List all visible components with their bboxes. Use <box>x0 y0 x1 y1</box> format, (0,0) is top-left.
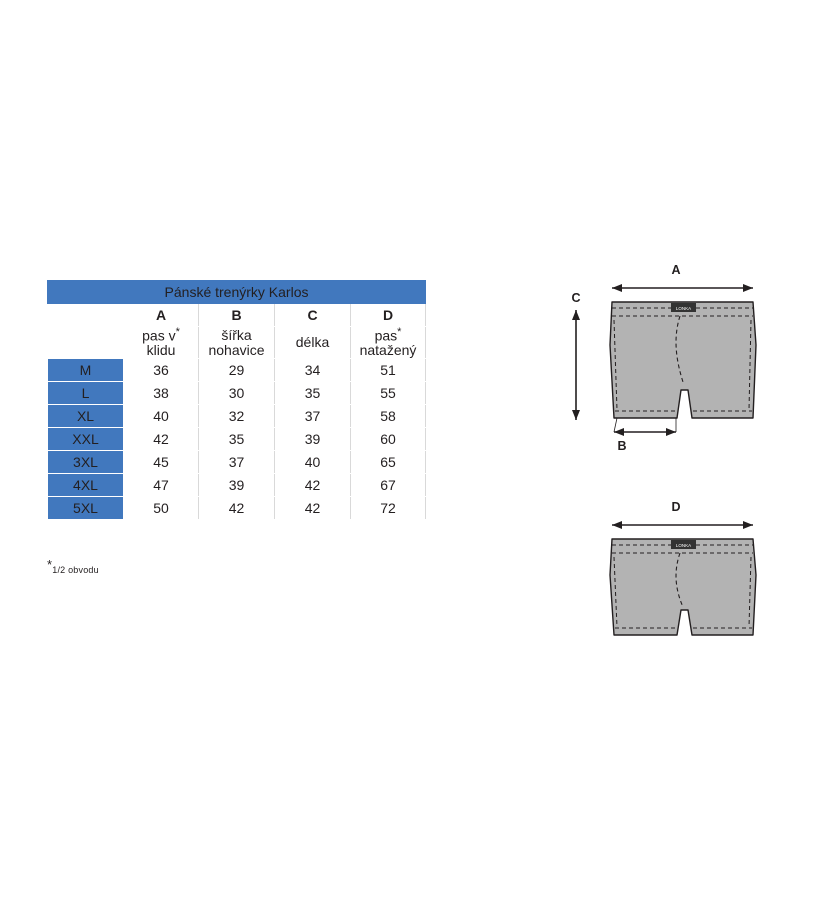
column-letter-c: C <box>275 304 351 327</box>
cell-b: 35 <box>199 428 275 451</box>
label-d: D <box>671 500 681 514</box>
asterisk-d: * <box>397 326 402 338</box>
row-size-label: 4XL <box>48 474 124 497</box>
column-letter-a: A <box>124 304 199 327</box>
cell-d: 67 <box>351 474 426 497</box>
label-a: A <box>671 263 681 277</box>
footnote-asterisk: * <box>47 557 53 572</box>
column-desc-c <box>275 327 351 359</box>
cell-a: 36 <box>124 359 199 382</box>
cell-d: 72 <box>351 497 426 520</box>
asterisk-a: * <box>175 326 180 338</box>
cell-b: 42 <box>199 497 275 520</box>
row-size-label: M <box>48 359 124 382</box>
cell-a: 38 <box>124 382 199 405</box>
cell-a: 45 <box>124 451 199 474</box>
cell-d: 60 <box>351 428 426 451</box>
size-table <box>47 280 426 520</box>
cell-a: 42 <box>124 428 199 451</box>
cell-d: 58 <box>351 405 426 428</box>
table-header-letters <box>48 304 426 327</box>
corner-cell <box>48 304 124 327</box>
table-row <box>48 474 426 497</box>
dimension-arrow-c <box>572 310 580 420</box>
cell-c: 34 <box>275 359 351 382</box>
cell-c: 35 <box>275 382 351 405</box>
cell-c: 40 <box>275 451 351 474</box>
brand-label-front: LONKA <box>675 306 692 311</box>
brand-label-back: LONKA <box>675 543 692 548</box>
table-title: Pánské trenýrky Karlos <box>48 281 426 304</box>
table-row <box>48 359 426 382</box>
cell-c: 42 <box>275 474 351 497</box>
size-chart <box>47 280 425 520</box>
column-desc-a-line2: klidu <box>146 342 176 359</box>
column-letter-b: B <box>199 304 275 327</box>
column-desc-a-line1: pas v <box>142 327 176 344</box>
table-row <box>48 451 426 474</box>
cell-d: 65 <box>351 451 426 474</box>
cell-c: 37 <box>275 405 351 428</box>
row-size-label: XL <box>48 405 124 428</box>
label-c: C <box>571 291 581 305</box>
column-desc-c-line1: délka <box>295 334 330 351</box>
row-size-label: L <box>48 382 124 405</box>
column-desc-d <box>351 327 426 359</box>
boxer-stretched-body <box>610 539 756 635</box>
boxer-stretched-illustration <box>540 495 785 655</box>
table-title-row <box>48 281 426 304</box>
column-desc-b-line1: šířka <box>221 326 252 343</box>
cell-a: 50 <box>124 497 199 520</box>
column-desc-d-line1: pas <box>374 327 398 344</box>
row-size-label: XXL <box>48 428 124 451</box>
column-desc-a <box>124 327 199 359</box>
column-desc-b <box>199 327 275 359</box>
dimension-arrow-d <box>612 521 753 529</box>
column-letter-d: D <box>351 304 426 327</box>
dimension-arrow-b <box>614 418 676 436</box>
cell-c: 42 <box>275 497 351 520</box>
table-row <box>48 382 426 405</box>
footnote-text: 1/2 obvodu <box>52 565 99 575</box>
boxer-front-body <box>610 302 756 418</box>
table-header-descriptions <box>48 327 426 359</box>
column-desc-d-line2: natažený <box>359 342 417 359</box>
footnote <box>47 557 99 575</box>
cell-b: 29 <box>199 359 275 382</box>
cell-c: 39 <box>275 428 351 451</box>
label-b: B <box>617 439 627 453</box>
corner-cell-2 <box>48 327 124 359</box>
table-row <box>48 405 426 428</box>
cell-a: 40 <box>124 405 199 428</box>
row-size-label: 3XL <box>48 451 124 474</box>
dimension-arrow-a <box>612 284 753 292</box>
table-row <box>48 428 426 451</box>
table-row <box>48 497 426 520</box>
cell-b: 30 <box>199 382 275 405</box>
cell-d: 51 <box>351 359 426 382</box>
cell-b: 39 <box>199 474 275 497</box>
cell-b: 32 <box>199 405 275 428</box>
cell-d: 55 <box>351 382 426 405</box>
row-size-label: 5XL <box>48 497 124 520</box>
column-desc-b-line2: nohavice <box>208 341 265 358</box>
boxer-front-illustration <box>540 250 785 465</box>
cell-a: 47 <box>124 474 199 497</box>
cell-b: 37 <box>199 451 275 474</box>
